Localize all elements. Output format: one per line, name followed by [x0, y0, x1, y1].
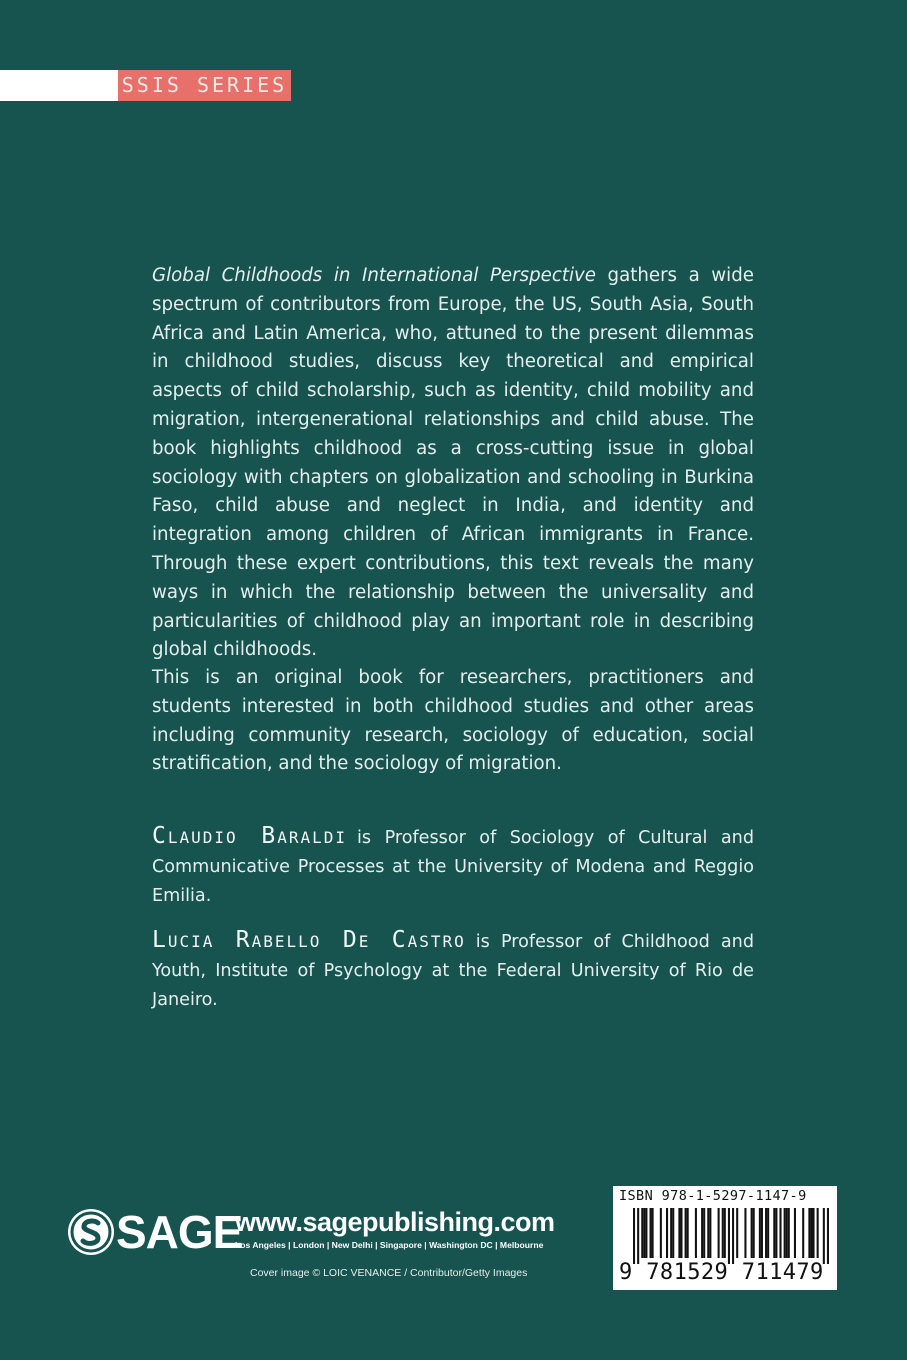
barcode-bar [641, 1208, 643, 1258]
description-paragraph-2: This is an original book for researchers, practitioners and students interested in both childhood studies and other areas including community research, sociology of education, social stratification, and the sociology of migration. [152, 667, 754, 775]
barcode-bar [672, 1208, 674, 1258]
isbn-barcode [613, 1186, 837, 1290]
barcode-bar [753, 1208, 755, 1258]
barcode-bar [643, 1208, 645, 1258]
barcode-bar [827, 1208, 829, 1264]
author-bio-text: is Professor of Sociology of Cultural and Communicative Processes at the University of Modena and Reggio Emilia. [152, 828, 754, 906]
barcode-bar [718, 1208, 720, 1258]
barcode-bar [810, 1208, 812, 1258]
barcode-bar [779, 1208, 781, 1258]
barcode-bar [645, 1208, 647, 1258]
barcode-bar [775, 1208, 777, 1258]
author-name: Lucia Rabello De Castro [152, 927, 466, 953]
description-text: gathers a wide spectrum of contributors from Europe, the US, South Asia, South Africa and Latin America, who, attuned to the present dilemmas in childhood studies, discuss key theoretical and empirical aspects of child scholarship, such as identity, child mobility and migration, intergenerational relationships and child abuse. The book highlights childhood as a cross-cutting issue in global sociology with chapters on globalization and schooling in Burkina Faso, child abuse and neglect in India, and identity and integration among children of African immigrants in France. Through these expert contributions, this text reveals the many ways in which the relationship between the universality and particularities of childhood play an important role in describing global childhoods. [152, 265, 754, 661]
barcode-bar [650, 1208, 652, 1258]
barcode-bar [812, 1208, 814, 1258]
barcode-bar [759, 1208, 761, 1258]
author-bio-2 [152, 926, 754, 1014]
barcode-bar [670, 1208, 672, 1258]
barcode-bars [633, 1208, 829, 1264]
series-strip [0, 70, 118, 101]
barcode-bar [678, 1208, 680, 1258]
barcode-bar [761, 1208, 763, 1258]
barcode-bar [701, 1208, 703, 1258]
barcode-bar [666, 1208, 668, 1258]
barcode-bar [707, 1208, 709, 1258]
series-badge: SSIS SERIES [118, 70, 291, 101]
author-name: Claudio Baraldi [152, 823, 348, 849]
barcode-bar [660, 1208, 662, 1258]
barcode-bar [802, 1208, 804, 1258]
sage-wordmark: SAGE [116, 1206, 243, 1258]
author-bio-1 [152, 822, 754, 910]
publisher-url: www.sagepublishing.com [235, 1207, 555, 1237]
barcode-bar [652, 1208, 654, 1258]
barcode-bar [637, 1208, 639, 1264]
isbn-label: ISBN 978-1-5297-1147-9 [619, 1188, 807, 1204]
barcode-bar [751, 1208, 753, 1258]
barcode-bar [685, 1208, 687, 1258]
barcode-bar [767, 1208, 769, 1258]
author-bio-text: is Professor of Childhood and Youth, Institute of Psychology at the Federal University of Rio de Janeiro. [152, 932, 755, 1010]
barcode-bar [724, 1208, 726, 1258]
barcode-bar [823, 1208, 825, 1264]
barcode-digits: 9 781529 711479 [619, 1260, 824, 1285]
barcode-bar [786, 1208, 788, 1258]
barcode-bar [687, 1208, 689, 1258]
publisher-cities: Los Angeles | London | New Delhi | Singapore | Washington DC | Melbourne [235, 1240, 544, 1250]
barcode-bar [695, 1208, 697, 1258]
barcode-bar [709, 1208, 711, 1258]
barcode-bar [722, 1208, 724, 1258]
barcode-bar [732, 1208, 734, 1264]
barcode-bar [817, 1208, 819, 1258]
sage-logo [68, 1206, 242, 1258]
barcode-bar [703, 1208, 705, 1258]
description-paragraph-1 [152, 262, 754, 665]
barcode-bar [788, 1208, 790, 1258]
barcode-bar [773, 1208, 775, 1258]
barcode-bar [784, 1208, 786, 1258]
barcode-bar [728, 1208, 730, 1264]
book-title-italic: Global Childhoods in International Perspective [152, 265, 596, 286]
barcode-bar [744, 1208, 746, 1258]
barcode-bar [794, 1208, 796, 1258]
barcode-bar [680, 1208, 682, 1258]
barcode-bar [765, 1208, 767, 1258]
barcode-bar [736, 1208, 738, 1258]
sage-s-icon [68, 1209, 114, 1255]
barcode-bar [808, 1208, 810, 1258]
barcode-bar [633, 1208, 635, 1264]
cover-credit: Cover image © LOIC VENANCE / Contributor/Getty Images [250, 1267, 528, 1279]
